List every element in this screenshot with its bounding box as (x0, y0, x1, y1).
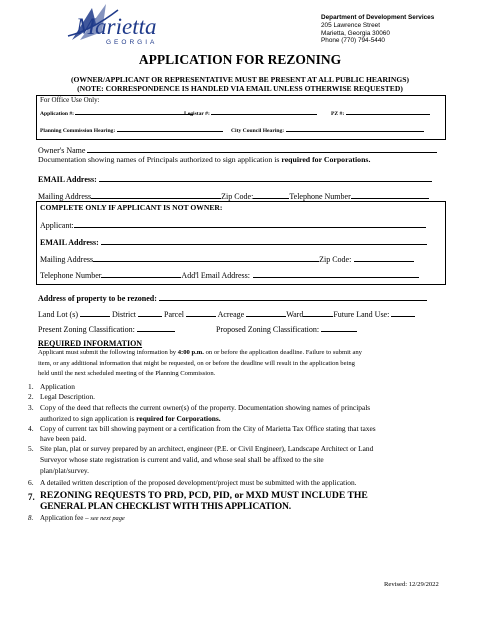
land-lot-row[interactable] (38, 310, 415, 320)
intro-deadline-time: 4:00 p.m. (177, 349, 204, 356)
owner-doc-bold: required for Corporations. (281, 155, 371, 164)
required-item-number: 2. (28, 392, 34, 401)
applicant-mailing-field[interactable] (40, 255, 414, 265)
acreage-line (246, 310, 286, 317)
owner-mailing-line (91, 192, 221, 199)
land-lot-label: Land Lot (s) (38, 310, 78, 319)
planning-hearing-line (117, 127, 223, 132)
applicant-name-label: Applicant: (40, 221, 74, 230)
applicant-zip-line (354, 255, 414, 262)
item-7-line-2: GENERAL PLAN CHECKLIST WITH THIS APPLICATION. (40, 501, 291, 512)
applicant-phone-line (101, 271, 181, 278)
item-8 (40, 514, 125, 523)
required-item-text: Legal Description. (40, 392, 96, 401)
owner-name-line (87, 146, 437, 153)
legistar-line (211, 110, 317, 115)
owner-name-label: Owner's Name (38, 146, 86, 155)
required-info-heading: REQUIRED INFORMATION (38, 339, 143, 348)
required-item (40, 434, 86, 444)
required-item-text: plan/plat/survey. (40, 466, 89, 475)
present-zoning-line (137, 325, 175, 332)
legistar-label: Legistar #: (184, 111, 210, 117)
required-intro-line-1 (38, 348, 362, 359)
owner-phone-label: Telephone Number (289, 192, 351, 201)
required-item-text: Site plan, plat or survey prepared by an architect, engineer (P.E. or Civil Engineer), Landscape Architect or Land (40, 444, 374, 453)
pz-line (346, 110, 430, 115)
subtitle-note: (NOTE: CORRESPONDENCE IS HANDLED VIA EMAIL UNLESS OTHERWISE REQUESTED) (77, 84, 403, 93)
applicant-email-field[interactable] (40, 238, 427, 248)
applicant-phone-field[interactable] (40, 271, 419, 281)
required-item-text: Application (40, 382, 75, 391)
district-label: District (112, 310, 136, 319)
required-item (40, 444, 373, 454)
future-land-use-line (391, 310, 415, 317)
legistar-field[interactable] (184, 110, 317, 119)
applicant-email-line (101, 238, 427, 245)
applicant-header: COMPLETE ONLY IF APPLICANT IS NOT OWNER: (40, 203, 223, 212)
item-7-line-1: REZONING REQUESTS TO PRD, PCD, PID, or MXD MUST INCLUDE THE (40, 490, 368, 501)
required-item (40, 403, 370, 413)
parcel-line (186, 310, 216, 317)
council-hearing-field[interactable] (231, 127, 424, 136)
dept-city: Marietta, Georgia 30060 (321, 29, 390, 37)
proposed-zoning-field[interactable] (216, 325, 357, 335)
subtitle-hearings: (OWNER/APPLICANT OR REPRESENTATIVE MUST BE PRESENT AT ALL PUBLIC HEARINGS) (70, 75, 410, 84)
owner-email-label: EMAIL Address: (38, 175, 97, 184)
required-item-text: A detailed written description of the proposed development/project must be submitted with the application. (40, 478, 357, 487)
property-address-line (159, 294, 427, 301)
dept-name: Department of Development Services (321, 14, 435, 21)
required-item (40, 424, 376, 434)
dept-phone: Phone (770) 794-5440 (321, 37, 385, 45)
property-address-label: Address of property to be rezoned: (38, 294, 157, 303)
owner-phone-line (351, 192, 429, 199)
applicant-name-line (74, 221, 426, 228)
application-number-line (75, 110, 193, 115)
application-number-field[interactable] (40, 110, 193, 119)
owner-doc-text: Documentation showing names of Principals authorized to sign application is (38, 155, 282, 164)
intro-text-a: Applicant must submit the following information by (38, 349, 178, 356)
applicant-name-field[interactable] (40, 221, 426, 231)
required-item-number: 5. (28, 444, 34, 453)
parcel-label: Parcel (164, 310, 184, 319)
required-item (40, 414, 221, 424)
council-hearing-line (286, 127, 424, 132)
department-block (321, 14, 434, 45)
present-zoning-label: Present Zoning Classification: (38, 325, 135, 334)
required-item (40, 455, 324, 465)
intro-text-c: on or before the application deadline. Failure to submit any (203, 349, 362, 356)
ward-line (303, 310, 333, 317)
applicant-addl-email-label: Add'l Email Address: (181, 271, 250, 280)
page-title: APPLICATION FOR REZONING (138, 52, 342, 67)
application-number-label: Application #: (40, 111, 75, 117)
ward-label: Ward (286, 310, 304, 319)
item-7-number: 7. (28, 492, 35, 502)
present-zoning-field[interactable] (38, 325, 175, 335)
required-item-text: have been paid. (40, 434, 87, 443)
required-item (40, 478, 357, 488)
marietta-logo (52, 2, 162, 52)
applicant-mailing-line (93, 255, 319, 262)
land-lot-line (80, 310, 110, 317)
applicant-zip-label: Zip Code: (319, 255, 352, 264)
required-intro (38, 348, 362, 380)
owner-email-line (99, 175, 432, 182)
pz-field[interactable] (331, 110, 430, 119)
proposed-zoning-label: Proposed Zoning Classification: (216, 325, 320, 334)
item-8-text: Application fee – (40, 514, 91, 522)
office-use-header: For Office Use Only: (40, 96, 100, 104)
owner-email-field[interactable] (38, 175, 432, 185)
district-line (138, 310, 162, 317)
future-land-use-label: Future Land Use: (333, 310, 390, 319)
applicant-mailing-label: Mailing Address (40, 255, 94, 264)
required-item-text: authorized to sign application is (40, 414, 137, 423)
logo-name: Marietta (76, 14, 157, 39)
council-hearing-label: City Council Hearing: (231, 128, 285, 134)
required-item (40, 392, 95, 402)
owner-zip-label: Zip Code: (221, 192, 254, 201)
owner-documentation-note (38, 155, 370, 165)
owner-mailing-label: Mailing Address (38, 192, 92, 201)
owner-zip-line (253, 192, 289, 199)
required-item-number: 6. (28, 478, 34, 487)
dept-street: 205 Lawrence Street (321, 21, 380, 29)
required-item-text: Surveyor whose state registration is current and valid, and whose seal shall be affixed to the site (40, 455, 324, 464)
applicant-phone-label: Telephone Number (40, 271, 102, 280)
required-item-number: 3. (28, 403, 34, 412)
required-item-number: 1. (28, 382, 34, 391)
acreage-label: Acreage (217, 310, 245, 319)
required-item (40, 466, 89, 476)
proposed-zoning-line (321, 325, 357, 332)
applicant-addl-email-line (253, 271, 419, 278)
planning-hearing-label: Planning Commission Hearing: (40, 128, 116, 134)
planning-hearing-field[interactable] (40, 127, 223, 136)
item-8-number: 8. (28, 514, 34, 522)
required-item-text: Copy of the deed that reflects the current owner(s) of the property. Documentation showing names of principals (40, 403, 371, 412)
revised-date: Revised: 12/29/2022 (384, 581, 439, 588)
required-intro-line-2: item, or any additional information that might be requested, on or before the deadline will result in the application being (38, 359, 355, 367)
required-item (40, 382, 75, 392)
required-intro-line-3: held until the next scheduled meeting of the Planning Commission. (38, 370, 216, 377)
applicant-email-label: EMAIL Address: (40, 238, 99, 247)
pz-label: PZ #: (331, 111, 345, 117)
item-8-italic: see next page (90, 515, 125, 522)
required-item-bold: required for Corporations. (136, 414, 221, 423)
property-address-field[interactable] (38, 294, 427, 304)
required-item-number: 4. (28, 424, 34, 433)
logo-sub: GEORGIA (106, 39, 158, 46)
required-item-text: Copy of current tax bill showing payment or a certification from the City of Marietta Tax Office stating that taxes (40, 424, 376, 433)
